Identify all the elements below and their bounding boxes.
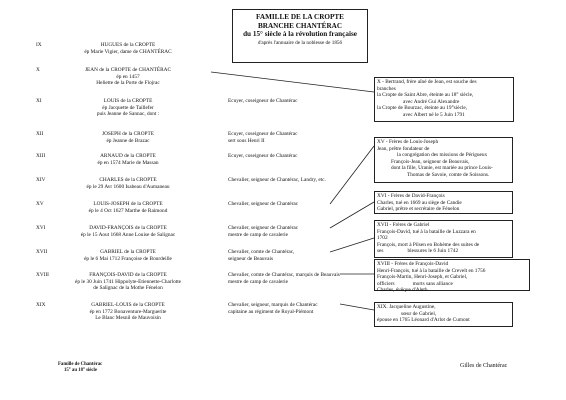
box-line: François-Jean, seigneur de Beauvais, xyxy=(391,158,470,165)
gen-title xyxy=(228,201,378,208)
person-line: ép le 6 Mai 1712 Françoise de Bourdeille xyxy=(84,255,172,262)
person-line: Heliette de la Porte de Flojrac xyxy=(96,80,160,87)
box-line-split xyxy=(377,248,510,255)
box-line: la Cropte de Bourzac, éteinte au 19°siècle, xyxy=(377,105,468,112)
footer-left xyxy=(58,362,138,373)
title-line: Chevalier, seigneur de Chantérac xyxy=(228,201,299,207)
box-line: XV - Frères de Louis-Joseph xyxy=(377,139,439,145)
box-line: Jean, prêtre fondateur de xyxy=(377,145,430,152)
person-line: GABRIEL-LOUIS de la CROPTE xyxy=(91,302,165,308)
gen-title xyxy=(228,98,378,105)
gen-persons xyxy=(58,225,198,238)
title-line-4: d'après l'annuaire de la noblesse de 1856 xyxy=(257,39,343,46)
box-line: XIX. Jacqueline Augustine, xyxy=(377,304,436,310)
gen-number: X xyxy=(36,67,40,73)
box-line: la Cropte de Saint Abre, éteinte au 18° siècle, xyxy=(377,92,474,99)
gen-number: XVII xyxy=(36,249,48,255)
gen-title xyxy=(228,249,378,262)
box-line: XVIII - Frères de François-David xyxy=(377,261,449,267)
box-line: XVII - Frères de Gabriel xyxy=(377,222,430,228)
gen-number: XI xyxy=(36,98,42,104)
box-line: Gabriel, prêtre et secrétaire de Fénelon xyxy=(377,206,460,213)
gen-number: XVIII xyxy=(36,272,49,278)
person-line: ép le 29 Avr 1600 Isabeau d'Aumaneau xyxy=(86,183,170,190)
gen-number: IX xyxy=(36,42,42,48)
title-line: Chevalier, seigneur de Chantérac, Landry, etc. xyxy=(228,177,326,183)
person-line: FRANÇOIS-DAVID de la CROPTE xyxy=(89,272,167,278)
box-line: sœur de Gabriel, xyxy=(401,310,437,317)
gen-persons xyxy=(58,201,198,214)
box-line: épouse en 1765 Léonard d'Arlot de Cumont xyxy=(377,317,470,324)
box-line: Charles, évêque d'Aleth xyxy=(377,287,428,294)
gen-number: XIII xyxy=(36,153,46,159)
title-line: Ecuyer, coseigneur de Chantérac xyxy=(228,98,298,104)
box-line: branches xyxy=(377,85,396,92)
title-line: seigneur de Beauvais xyxy=(228,255,274,262)
title-line: mestre de camp de cavalerie xyxy=(228,278,288,285)
gen-title xyxy=(228,153,378,160)
box-gen-xvii xyxy=(374,220,513,258)
box-line: la congrégation des missions de Périgueux xyxy=(397,152,488,159)
person-line: ép le 30 Juin 1741 Hippolyte-Etiennette-Charlotte xyxy=(74,278,182,285)
box-line: morts sans alliance xyxy=(412,280,453,287)
title-line: sert sous Henri II xyxy=(228,137,265,144)
title-line: Ecuyer, coseigneur de Chantérac xyxy=(228,131,298,137)
gen-persons xyxy=(58,131,198,144)
gen-number: XIX xyxy=(36,302,46,308)
gen-title xyxy=(228,225,378,238)
box-gen-xviii xyxy=(374,259,530,294)
person-line: ép en 1457 xyxy=(116,73,140,80)
box-line: dont la fille, Uranie, est mariée au prince Louis- xyxy=(391,165,493,172)
gen-persons xyxy=(58,42,198,55)
box-line: officiers xyxy=(377,280,395,287)
footer-left-line-1: Famille de Chantérac xyxy=(58,362,103,367)
person-line: ép le 4 Oct 1627 Marthe de Raimond xyxy=(88,207,168,214)
person-line: LOUIS de la CROPTE xyxy=(103,98,153,104)
title-line: Chevalier, comte de Chantérac, marquis de Beauvais xyxy=(228,272,340,278)
box-line: Charles, tué en 1669 au siège de Candie xyxy=(377,199,462,206)
title-line: Chevalier, comte de Chantérac, xyxy=(228,249,295,255)
gen-title xyxy=(228,302,378,315)
box-line: ses xyxy=(377,248,384,255)
person-line: ép Jeanne de Brazac xyxy=(106,137,150,144)
gen-persons xyxy=(58,302,198,322)
person-line: puis Jeanne de Sannac, dont : xyxy=(96,111,160,118)
person-line: JEAN de la CROPTE de CHANTÉRAC xyxy=(84,67,172,73)
box-line: François-David, tué à la bataille de Luzzara en xyxy=(377,228,476,235)
person-line: DAVID-FRANÇOIS de la CROPTE xyxy=(89,225,167,231)
title-line-2: BRANCHE CHANTÉRAC xyxy=(257,21,343,30)
gen-number: XV xyxy=(36,201,44,207)
gen-number: XII xyxy=(36,131,44,137)
box-line-split xyxy=(377,281,527,288)
person-line: ép en 1574 Marie de Massan xyxy=(97,159,159,166)
footer-left-line-2: 15° au 18° siècle xyxy=(64,367,98,373)
box-line: avec André Gui Alexandre xyxy=(403,98,460,105)
gen-number: XIV xyxy=(36,177,46,183)
gen-persons xyxy=(52,272,204,292)
box-gen-xvi xyxy=(374,191,513,214)
title-line-1: FAMILLE DE LA CROPTE xyxy=(256,13,344,21)
footer-signature: Gilles de Chantérac xyxy=(460,363,508,369)
box-gen-xix xyxy=(374,302,513,327)
person-line: ép Jacquette de Taillefer xyxy=(102,104,154,111)
title-line: capitaine au régiment de Royal-Piémont xyxy=(228,308,314,315)
gen-persons xyxy=(58,98,198,118)
gen-persons xyxy=(58,177,198,190)
gen-title xyxy=(228,177,378,184)
box-gen-xv xyxy=(374,137,513,183)
title-line: Chevalier, seigneur, marquis de Chantérac xyxy=(228,302,318,308)
person-line: LOUIS-JOSEPH de la CROPTE xyxy=(93,201,163,207)
gen-persons xyxy=(58,67,198,87)
box-line: François, mort à Pilsen en Bohème des suites de xyxy=(377,241,480,248)
box-line: X - Bertrand, frère aîné de Jean, est souche des xyxy=(377,79,477,85)
title-line: mestre de camp de cavalerie xyxy=(228,231,288,238)
person-line: Le Blanc Mesnil de Mauvoisin xyxy=(95,315,161,322)
box-line: 1702 xyxy=(377,235,388,242)
person-line: ARNAUD de la CROPTE xyxy=(100,153,156,159)
person-line: ép en 1772 Bonaventure-Marguerite xyxy=(89,308,167,315)
title-line-3: du 15° siècle à la révolution française xyxy=(243,30,357,39)
person-line: CHARLES de la CROPTE xyxy=(99,177,157,183)
gen-title xyxy=(228,272,378,285)
person-line: JOSEPH de la CROPTE xyxy=(102,131,154,137)
box-line: avec Albert né le 5 Juin 1791 xyxy=(403,111,465,118)
gen-title xyxy=(228,131,378,144)
gen-number: XVI xyxy=(36,225,46,231)
box-gen-x xyxy=(374,77,514,122)
box-line: XVI - Frères de David-François xyxy=(377,193,445,199)
box-line: Henri-François, tué à la bataille de Crevelt en 1756 xyxy=(377,267,486,274)
box-line: François-Martin, Henri-Joseph, et Gabriel, xyxy=(377,274,468,281)
connector-x xyxy=(211,72,374,92)
box-line: Thomas de Savoie, comte de Soissons. xyxy=(407,171,490,178)
person-line: de Salignac de la Mothe Fénelon xyxy=(93,285,163,292)
gen-persons xyxy=(58,249,198,262)
box-line: blessures le 6 Juin 1742 xyxy=(407,248,459,255)
title-line: Ecuyer, coseigneur de Chantérac xyxy=(228,153,298,159)
person-line: ép le 15 Aout 1668 Anne Louise de Salignac xyxy=(80,231,176,238)
person-line: ép Marie Vigier, dame de CHANTÉRAC xyxy=(84,48,172,55)
gen-persons xyxy=(58,153,198,166)
title-line: Chevalier, seigneur de Chantérac xyxy=(228,225,299,231)
person-line: GABRIEL de la CROPTE xyxy=(100,249,156,255)
person-line: HUGUES de la CROPTE xyxy=(100,42,156,48)
